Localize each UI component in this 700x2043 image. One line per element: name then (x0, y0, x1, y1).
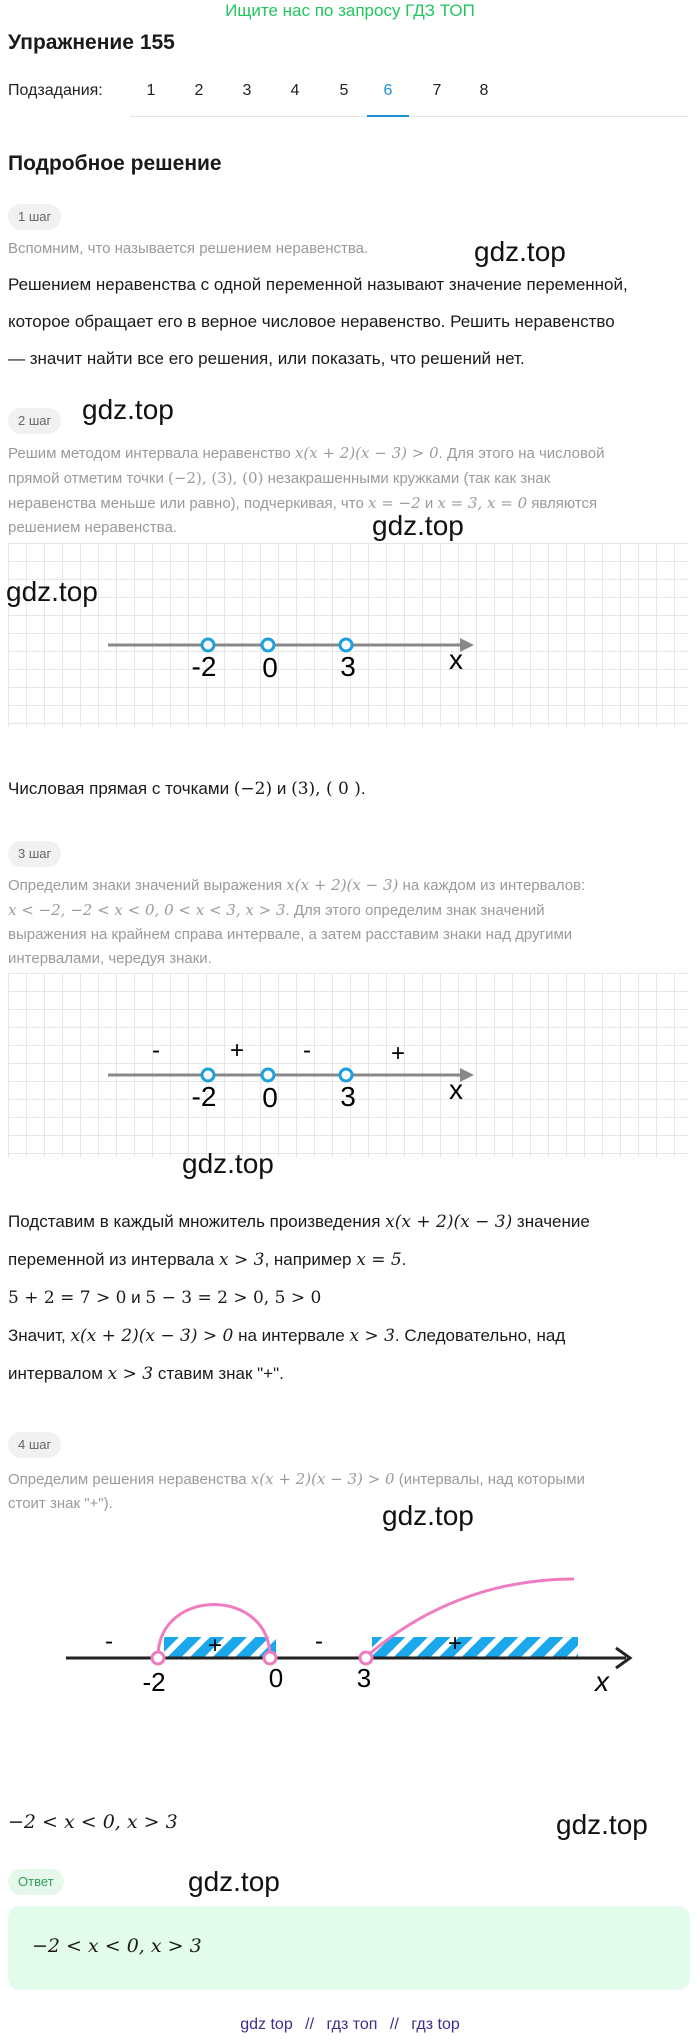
tab-subtask-1[interactable]: 1 (146, 82, 156, 99)
number-line-caption: Числовая прямая с точками (−2) и (3), ( 0 ). (8, 779, 366, 799)
answer-value: −2 < x < 0, x > 3 (32, 1935, 202, 1957)
step-4-text: Определим решения неравенства x(x + 2)(x − 3) > 0 (интервалы, над которыми стоит знак "+"). (8, 1470, 585, 1512)
sign-1: - (152, 1037, 160, 1064)
promo-banner[interactable]: Ищите нас по запросу ГДЗ ТОП (225, 1, 475, 20)
sign-4: + (447, 1630, 463, 1657)
watermark: gdz.top (182, 1148, 274, 1179)
number-line-grid-2 (8, 973, 688, 1157)
label-3: 3 (340, 1081, 356, 1112)
watermark: gdz.top (382, 1500, 474, 1531)
watermark: gdz.top (372, 510, 464, 541)
point-minus-2 (152, 1652, 164, 1664)
tab-subtask-3[interactable]: 3 (242, 82, 252, 99)
label-x: x (449, 1074, 463, 1105)
tab-subtask-5[interactable]: 5 (339, 82, 349, 99)
label-minus-2: -2 (191, 651, 217, 682)
footer-link-2[interactable]: гдз топ (326, 2016, 378, 2033)
step-1-badge: 1 шаг (8, 204, 61, 230)
point-0 (262, 1069, 274, 1081)
subtasks-label: Подзадания: (8, 82, 103, 99)
tab-subtask-4[interactable]: 4 (290, 82, 300, 99)
sign-4: + (390, 1040, 406, 1067)
step-1-text: Решением неравенства с одной переменной называют значение переменной, которое обращает его в верное числовое неравенство. Решить неравенство — значит найти все его решения, или показать, что решений нет. (8, 275, 628, 368)
footer-link-3[interactable]: гдз top (411, 2016, 460, 2033)
number-line-grid-1 (8, 543, 688, 727)
point-3 (340, 639, 352, 651)
tab-subtask-2[interactable]: 2 (194, 82, 204, 99)
point-0 (262, 639, 274, 651)
solution-number-line (8, 1545, 688, 1705)
number-line-2 (8, 973, 688, 1157)
page-title: Упражнение 155 (8, 31, 175, 54)
step-1-hint: Вспомним, что называется решением неравенства. (8, 240, 369, 257)
label-minus-2: -2 (142, 1667, 166, 1697)
sign-2: + (207, 1632, 223, 1659)
step-2-text: Решим методом интервала неравенство x(x + 2)(x − 3) > 0. Для этого на числовой прямой отметим точки (−2), (3), (0) незакрашенными кружками (так как знак неравенства меньше или равно), подчеркивая, что x = −2 и x = 3, x = 0 являются решением неравенства. (8, 444, 605, 536)
footer-link-1[interactable]: gdz top (240, 2016, 293, 2033)
step-3-text: Определим знаки значений выражения x(x + 2)(x − 3) на каждом из интервалов: x < −2, −2 < x < 0, 0 < x < 3, x > 3. Для этого определим знак значений выражения на крайнем справа интервале, а затем расставим знаки над другими интервалами, чередуя знаки. (8, 876, 586, 967)
label-0: 0 (262, 1082, 278, 1113)
label-x: x (595, 1666, 609, 1697)
tab-subtask-6[interactable]: 6 (367, 82, 409, 117)
sign-2: + (229, 1037, 245, 1064)
watermark: gdz.top (188, 1866, 280, 1897)
tab-subtask-8[interactable]: 8 (479, 82, 489, 99)
label-minus-2: -2 (191, 1081, 217, 1112)
sign-3: - (315, 1628, 323, 1655)
watermark: gdz.top (556, 1809, 648, 1840)
answer-badge: Ответ (8, 1869, 64, 1895)
footer-links (0, 2016, 700, 2034)
point-minus-2 (202, 639, 214, 651)
solution-figure (8, 1545, 688, 1705)
label-x: x (449, 644, 463, 675)
step-4-badge: 4 шаг (8, 1432, 61, 1458)
step-3-badge: 3 шаг (8, 841, 61, 867)
footer-separator: // (305, 2016, 315, 2033)
step-3-substitution: Подставим в каждый множитель произведения x(x + 2)(x − 3) значение переменной из интервала x > 3, например x = 5. 5 + 2 = 7 > 0 и 5 − 3 = 2 > 0, 5 > 0 Значит, x(x + 2)(x − 3) > 0 на интервале x > 3. Следовательно, над интервалом x > 3 ставим знак "+". (8, 1212, 590, 1384)
label-3: 3 (356, 1663, 372, 1693)
point-3 (340, 1069, 352, 1081)
watermark: gdz.top (474, 236, 566, 267)
watermark: gdz.top (82, 394, 174, 425)
answer-box (8, 1906, 690, 1990)
step-4-result: −2 < x < 0, x > 3 (8, 1811, 178, 1833)
sign-1: - (105, 1628, 113, 1655)
section-title: Подробное решение (8, 152, 222, 175)
number-line-1 (8, 543, 688, 727)
point-minus-2 (202, 1069, 214, 1081)
label-0: 0 (268, 1663, 284, 1693)
tab-subtask-7[interactable]: 7 (432, 82, 442, 99)
label-3: 3 (340, 651, 356, 682)
hatched-interval-2 (372, 1637, 578, 1657)
footer-separator: // (389, 2016, 399, 2033)
label-0: 0 (262, 652, 278, 683)
watermark: gdz.top (6, 576, 98, 607)
subtask-tabs (130, 70, 688, 117)
sign-3: - (303, 1037, 311, 1064)
step-2-badge: 2 шаг (8, 408, 61, 434)
